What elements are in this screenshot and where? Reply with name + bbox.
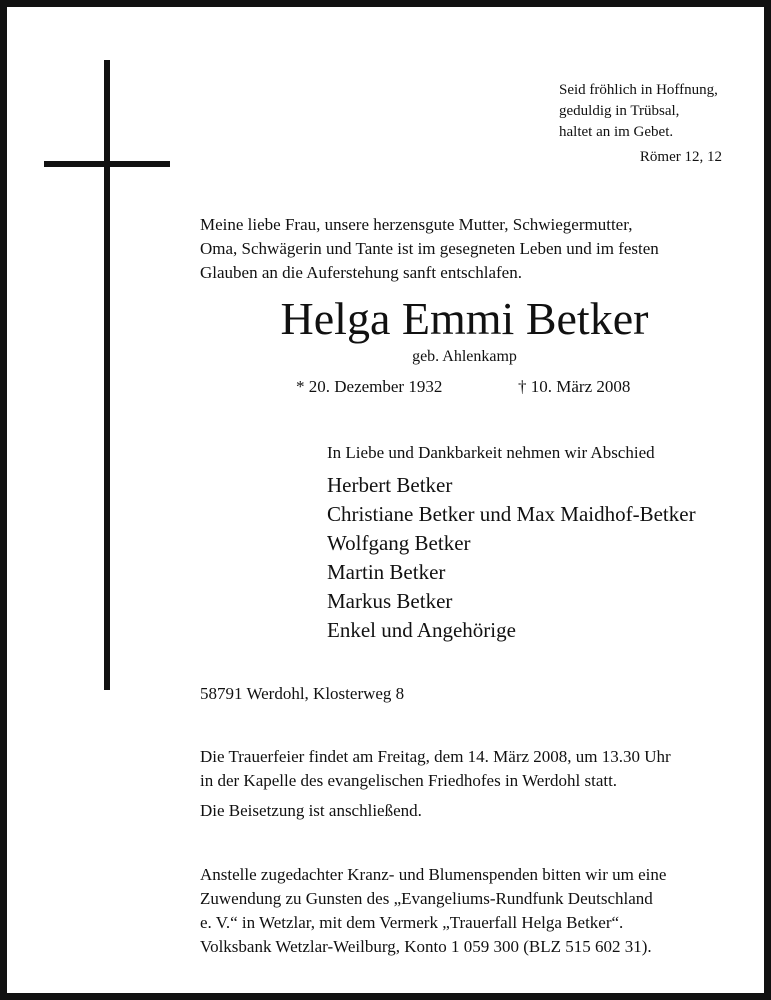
verse-line: Seid fröhlich in Hoffnung,: [559, 82, 718, 98]
mourner-name: Enkel und Angehörige: [327, 618, 516, 642]
funeral-service-info: [200, 745, 745, 793]
donation-line: Zuwendung zu Gunsten des „Evangeliums-Rundfunk Deutschland: [200, 889, 653, 908]
intro-text: [200, 213, 740, 285]
verse-reference: Römer 12, 12: [639, 149, 722, 165]
service-line: Die Trauerfeier findet am Freitag, dem 14. März 2008, um 13.30 Uhr: [200, 747, 671, 766]
maiden-name: geb. Ahlenkamp: [412, 348, 517, 365]
mourner-name: Wolfgang Betker: [327, 531, 471, 555]
donation-line: Volksbank Wetzlar-Weilburg, Konto 1 059 300 (BLZ 515 602 31).: [200, 937, 652, 956]
birth-date: * 20. Dezember 1932: [296, 377, 443, 396]
mourner-name: Markus Betker: [327, 589, 453, 613]
burial-info: Die Beisetzung ist anschließend.: [200, 801, 422, 820]
family-address: 58791 Werdohl, Klosterweg 8: [200, 684, 405, 703]
deceased-name: Helga Emmi Betker: [280, 293, 649, 344]
cross-icon-horizontal-beam: [44, 161, 170, 167]
cross-icon-vertical-beam: [104, 60, 110, 690]
donation-line: e. V.“ in Wetzlar, mit dem Vermerk „Trauerfall Helga Betker“.: [200, 913, 624, 932]
mourner-name: Herbert Betker: [327, 473, 453, 497]
intro-line: Meine liebe Frau, unsere herzensgute Mutter, Schwiegermutter,: [200, 215, 633, 234]
service-line: in der Kapelle des evangelischen Friedhofes in Werdohl statt.: [200, 771, 618, 790]
verse-line: geduldig in Trübsal,: [559, 103, 680, 119]
verse-line: haltet an im Gebet.: [559, 124, 674, 140]
mourners-list: [327, 471, 696, 645]
farewell-line: In Liebe und Dankbarkeit nehmen wir Abschied: [327, 443, 655, 462]
death-date: † 10. März 2008: [518, 377, 631, 396]
donation-request: [200, 863, 745, 959]
intro-line: Oma, Schwägerin und Tante ist im gesegneten Leben und im festen: [200, 239, 659, 258]
bible-verse: [559, 80, 718, 143]
mourner-name: Christiane Betker und Max Maidhof-Betker: [327, 502, 696, 526]
intro-line: Glauben an die Auferstehung sanft entschlafen.: [200, 263, 522, 282]
mourner-name: Martin Betker: [327, 560, 446, 584]
donation-line: Anstelle zugedachter Kranz- und Blumenspenden bitten wir um eine: [200, 865, 667, 884]
